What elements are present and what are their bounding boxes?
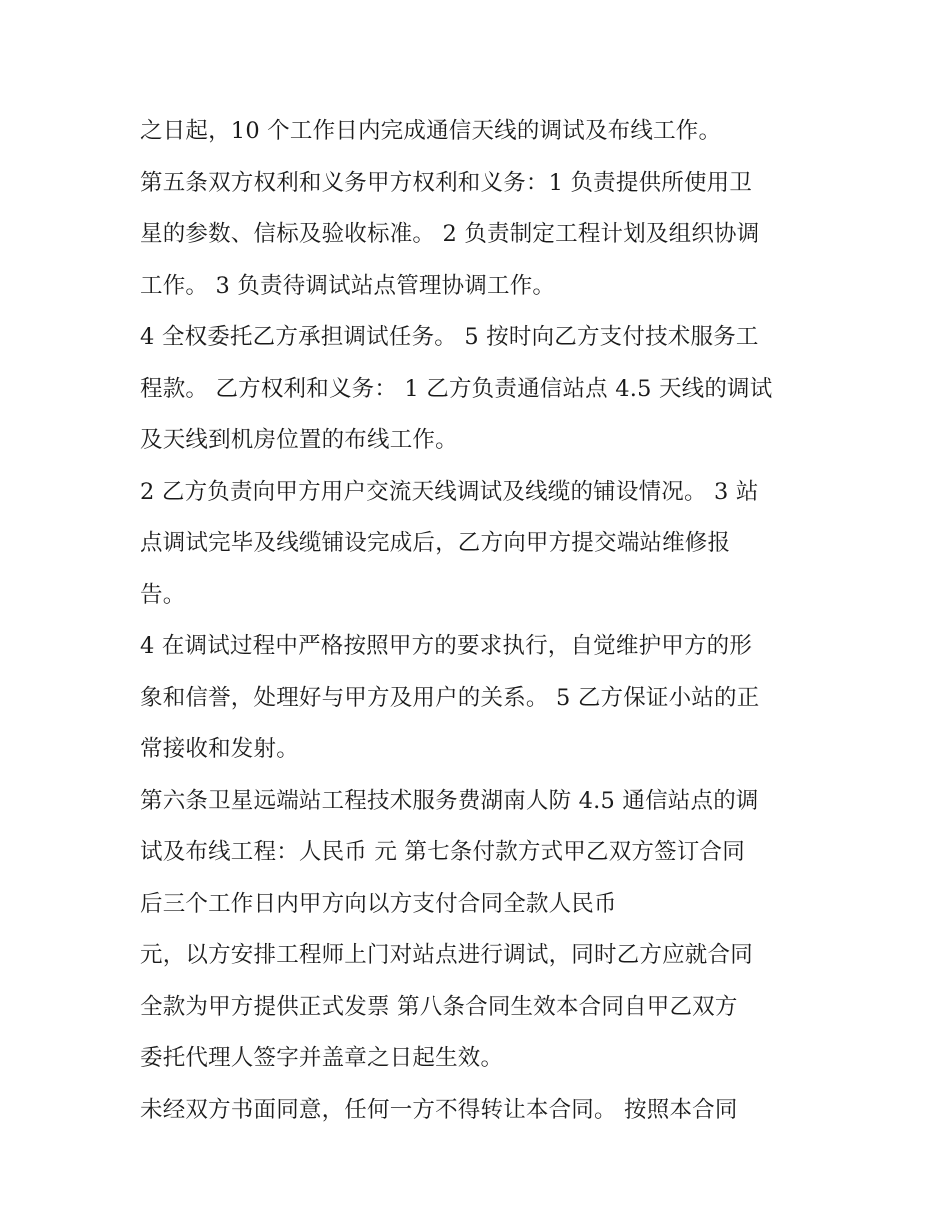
text-line: 及天线到机房位置的布线工作。 xyxy=(140,427,458,453)
text-line: 第六条卫星远端站工程技术服务费湖南人防 4.5 通信站点的调 xyxy=(140,787,759,814)
text-line: 2 乙方负责向甲方用户交流天线调试及线缆的铺设情况。 3 站 xyxy=(140,478,759,505)
text-line: 元，以方安排工程师上门对站点进行调试，同时乙方应就合同 xyxy=(140,942,753,968)
text-line: 未经双方书面同意，任何一方不得转让本合同。 按照本合同 xyxy=(140,1096,738,1123)
text-line: 程款。 乙方权利和义务： 1 乙方负责通信站点 4.5 天线的调试 xyxy=(140,375,773,402)
text-line: 4 全权委托乙方承担调试任务。 5 按时向乙方支付技术服务工 xyxy=(140,324,759,350)
text-line: 第五条双方权利和义务甲方权利和义务：1 负责提供所使用卫 xyxy=(140,169,753,196)
text-line: 常接收和发射。 xyxy=(140,736,299,762)
text-line: 4 在调试过程中严格按照甲方的要求执行，自觉维护甲方的形 xyxy=(140,633,753,659)
text-line: 之日起，10 个工作日内完成通信天线的调试及布线工作。 xyxy=(140,118,722,144)
contract-text-body xyxy=(140,106,840,1136)
text-line: 点调试完毕及线缆铺设完成后，乙方向甲方提交端站维修报 xyxy=(140,530,731,556)
text-line: 试及布线工程：人民币 元 第七条付款方式甲乙双方签订合同 xyxy=(140,839,745,865)
text-line: 委托代理人签字并盖章之日起生效。 xyxy=(140,1045,504,1071)
text-line: 全款为甲方提供正式发票 第八条合同生效本合同自甲乙双方 xyxy=(140,993,738,1020)
text-line: 后三个工作日内甲方向以方支付合同全款人民币 xyxy=(140,890,617,917)
text-line: 星的参数、信标及验收标准。 2 负责制定工程计划及组织协调 xyxy=(140,221,760,247)
text-line: 工作。 3 负责待调试站点管理协调工作。 xyxy=(140,272,556,299)
text-line: 告。 xyxy=(140,581,186,608)
text-line: 象和信誉，处理好与甲方及用户的关系。 5 乙方保证小站的正 xyxy=(140,684,760,711)
